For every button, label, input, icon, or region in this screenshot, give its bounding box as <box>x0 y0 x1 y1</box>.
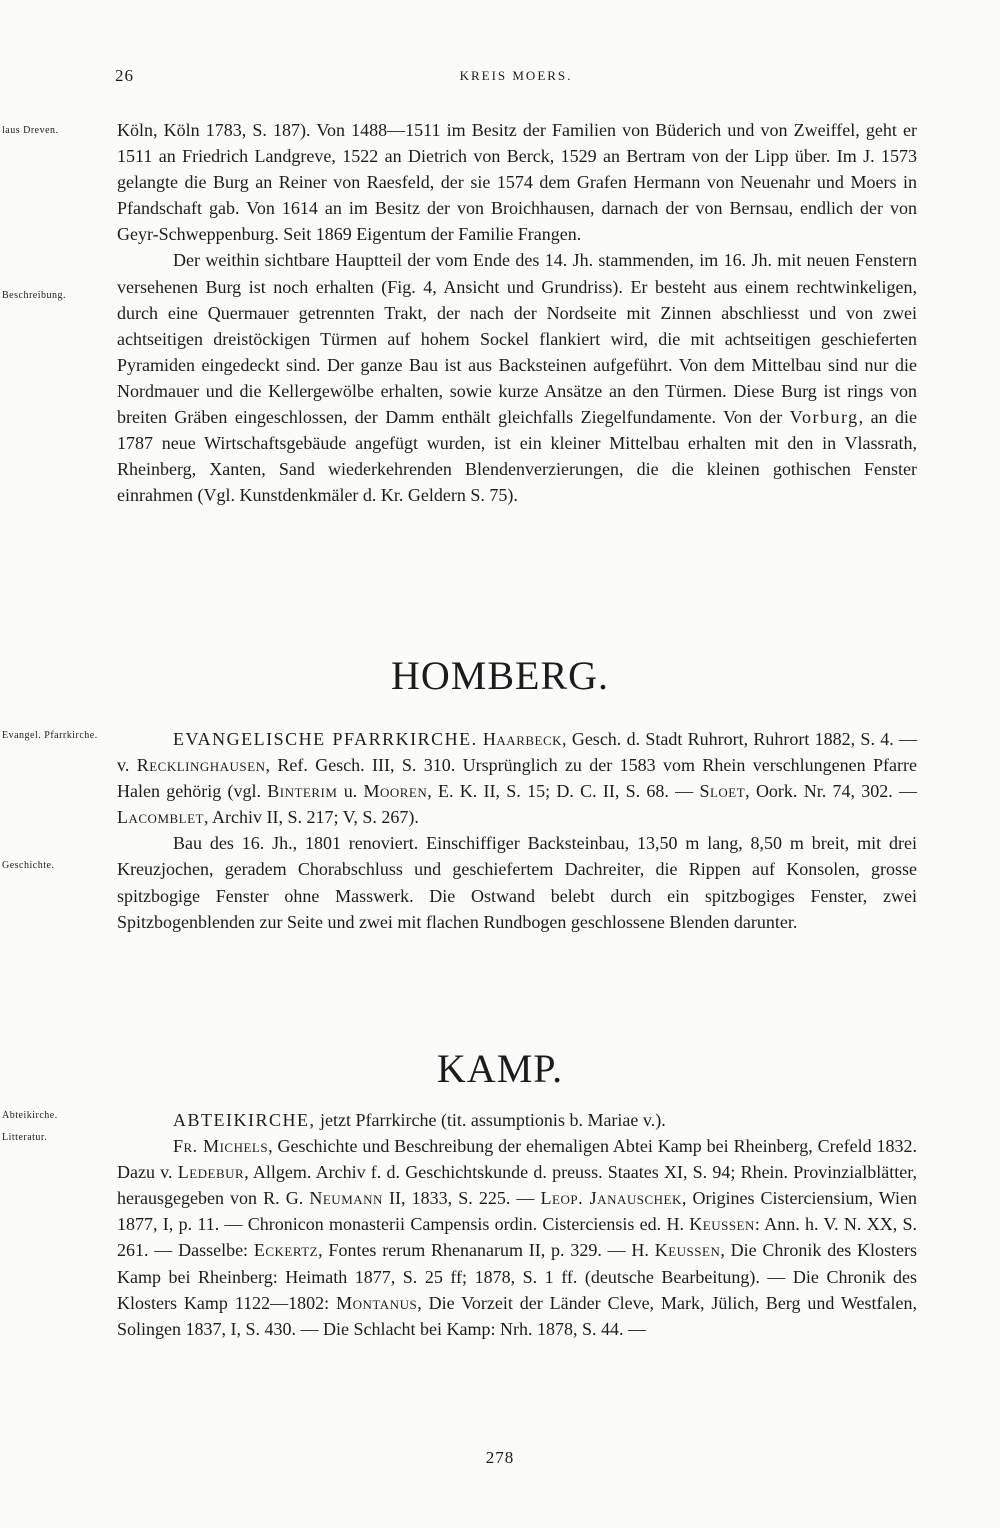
citation-text: : Ann. h. V. N. XX, S. 261. — Dasselbe: <box>117 1214 918 1261</box>
kamp-church-title: ABTEIKIRCHE, <box>173 1110 316 1130</box>
author-binterim: Binterim <box>267 781 338 802</box>
margin-note-litteratur: Litteratur. <box>2 1132 48 1143</box>
citation-text: , E. K. II, S. 15; D. C. II, S. 68. — <box>427 781 694 802</box>
author-keussen: Keussen <box>689 1214 755 1235</box>
homberg-history-paragraph: Bau des 16. Jh., 1801 renoviert. Einschiffiger Backsteinbau, 13,50 m lang, 8,50 m breit, mit drei Kreuzjochen, geradem Chorabschluss und geschiefertem Dachreiter, die Rippen auf Konsolen, grosse spitzbogige Fenster ohne Masswerk. Die Ostwand belebt durch ein spitzbogiges Fenster, zwei Spitzbogenblenden zur Seite und zwei mit flachen Rundbogen geschlossene Blenden darunter. <box>117 833 917 932</box>
author-montanus: Montanus <box>336 1292 418 1313</box>
kamp-title-rest: jetzt Pfarrkirche (tit. assumptionis b. Mariae v.). <box>320 1110 666 1130</box>
page-header <box>115 66 917 86</box>
dreven-description-text-a: Der weithin sichtbare Hauptteil der vom Ende des 14. Jh. stammenden, im 16. Jh. mit neuen Fenstern versehenen Burg ist noch erhalten (Fig. 4, Ansicht und Grundriss). Er besteht aus einem rechtwinkeligen, durch eine Quermauer getrennten Trakt, der nach der Nordseite mit Zinnen abschliesst und von zwei achtseitigen dreistöckigen Türmen auf hohem Sockel flankiert wird, die mit achtseitigen geschieferten Pyramiden eingedeckt sind. Der ganze Bau ist aus Backsteinen aufgeführt. Von dem Mittelbau sind nur die Nordmauer und die Kellergewölbe erhalten, sowie kurze Ansätze an den Türmen. Diese Burg ist rings von breiten Gräben eingeschlossen, der Damm enthält gleichfalls Ziegelfundamente. Von der <box>117 250 917 428</box>
citation-text: , Ref. Gesch. III, S. 310. Ursprünglich zu der 1583 vom Rhein verschlungenen Pfarre Halen gehörig (vgl. <box>117 755 917 802</box>
author-sloet: Sloet <box>699 781 746 802</box>
dreven-section <box>117 117 917 508</box>
page-number: 26 <box>115 66 134 85</box>
homberg-church-title: EVANGELISCHE PFARRKIRCHE. <box>173 729 478 749</box>
author-haarbeck: Haarbeck <box>482 729 563 749</box>
citation-text: , Gesch. d. Stadt Ruhrort, Ruhrort 1882, S. 4. — v. <box>117 729 917 776</box>
author-neumann: Neumann <box>309 1188 383 1209</box>
dreven-description-paragraph <box>117 247 917 508</box>
homberg-literature-paragraph <box>117 726 917 830</box>
citation-text: , Archiv II, S. 217; V, S. 267). <box>204 807 419 828</box>
kamp-literature-paragraph <box>117 1133 917 1342</box>
citation-text: , Die Chronik des Klosters Kamp bei Rheinberg: Heimath 1877, S. 25 ff; 1878, S. 1 ff. (deutsche Bearbeitung). — Die Chronik des Klosters Kamp 1122—1802: <box>117 1240 917 1313</box>
margin-note-abteikirche: Abteikirche. <box>2 1110 58 1121</box>
citation-text: II, 1833, S. 225. — <box>389 1188 535 1209</box>
margin-note-beschreibung: Beschreibung. <box>2 290 66 301</box>
margin-note-evangel-pfarrkirche: Evangel. Pfarrkirche. <box>2 730 98 741</box>
margin-note-geschichte: Geschichte. <box>2 860 55 871</box>
author-janauschek: Leop. Janauschek <box>540 1188 682 1209</box>
kamp-section <box>117 1107 917 1342</box>
author-eckertz: Eckertz <box>253 1240 319 1261</box>
citation-text: , Geschichte und Beschreibung der ehemaligen Abtei Kamp bei Rheinberg, Crefeld 1832. Dazu v. <box>117 1136 918 1183</box>
homberg-heading: HOMBERG. <box>390 653 610 698</box>
author-michels: Fr. Michels <box>173 1136 269 1157</box>
citation-text: , Fontes rerum Rhenanarum II, p. 329. — H. <box>318 1240 649 1261</box>
author-mooren: Mooren <box>363 781 428 802</box>
author-keussen-2: Keussen <box>654 1240 721 1261</box>
vorburg-term: Vorburg <box>789 407 859 428</box>
citation-text: , Origines Cisterciensium, Wien 1877, I, p. 11. — Chronicon monasterii Campensis ordin. Cisterciensis ed. H. <box>117 1188 918 1235</box>
kamp-title-line <box>117 1107 917 1133</box>
kamp-heading: KAMP. <box>436 1046 564 1091</box>
page-footer-number: 278 <box>485 1448 515 1467</box>
author-recklinghausen: Recklinghausen <box>136 755 266 776</box>
citation-text: u. <box>343 781 358 802</box>
author-lacomblet: Lacomblet <box>117 807 204 828</box>
homberg-section <box>117 726 917 935</box>
dreven-description-text-b: , an die 1787 neue Wirtschaftsgebäude angefügt wurden, ist ein kleiner Mittelbau erhalten mit den in Vlassrath, Rheinberg, Xanten, Sand wiederkehrenden Blendenverzierungen, die die kleinen gothischen Fenster einrahmen (Vgl. Kunstdenkmäler d. Kr. Geldern S. 75). <box>117 407 918 506</box>
citation-text: , Oork. Nr. 74, 302. — <box>745 781 917 802</box>
citation-text: , Die Vorzeit der Länder Cleve, Mark, Jülich, Berg und Westfalen, Solingen 1837, I, S. 430. — Die Schlacht bei Kamp: Nrh. 1878, S. 44. — <box>117 1292 918 1339</box>
citation-text: , Allgem. Archiv f. d. Geschichtskunde d. preuss. Staates XI, S. 94; Rhein. Provinzialblätter, herausgegeben von R. G. <box>117 1162 918 1209</box>
running-title: KREIS MOERS. <box>459 68 573 83</box>
dreven-history-paragraph: Köln, Köln 1783, S. 187). Von 1488—1511 im Besitz der Familien von Büderich und von Zweiffel, geht er 1511 an Friedrich Landgreve, 1522 an Dietrich von Berck, 1529 an Bertram von der Lipp über. Im J. 1573 gelangte die Burg an Reiner von Raesfeld, der sie 1574 dem Grafen Hermann von Neuenahr und Moers in Pfandschaft gab. Von 1614 an im Besitz der von Broichhausen, darnach der von Bernsau, endlich der von Geyr-Schweppenburg. Seit 1869 Eigentum der Familie Frangen. <box>117 120 917 245</box>
margin-note-haus-dreven: laus Dreven. <box>2 125 59 136</box>
author-ledebur: Ledebur <box>177 1162 245 1183</box>
